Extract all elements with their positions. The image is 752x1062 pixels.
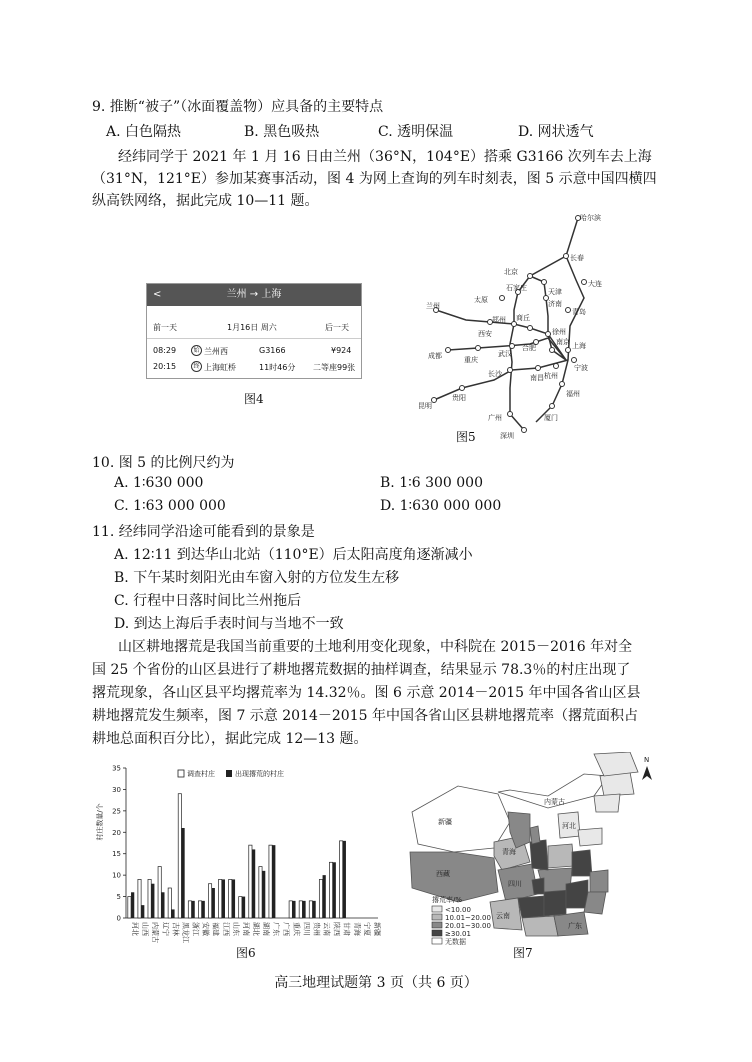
x-tick-label: 陕西 — [332, 922, 341, 936]
north-arrow-icon — [642, 766, 652, 780]
depart-time: 08:29 — [153, 346, 177, 355]
passage2-line4: 耕地撂荒发生频率，图 7 示意 2014－2015 年中国各省山区县耕地撂荒率（撂荒面积占 — [92, 708, 638, 724]
y-tick-label: 10 — [112, 871, 121, 880]
bar-abandoned — [171, 909, 174, 918]
q11-option-c: C. 行程中日落时间比兰州拖后 — [114, 593, 302, 609]
bar-surveyed — [168, 888, 171, 918]
date-label: 1月16日 周六 — [227, 323, 277, 332]
y-tick-label: 30 — [112, 785, 121, 794]
province-liaoning — [594, 794, 620, 812]
city-label: 太原 — [474, 296, 488, 304]
city-label: 南昌 — [530, 374, 544, 382]
q9-option-a: A. 白色隔热 — [106, 124, 182, 140]
seat-availability: 二等座99张 — [313, 363, 356, 372]
bar-surveyed — [158, 867, 161, 918]
legend-swatch — [432, 938, 442, 944]
end-station-icon: 终 — [191, 361, 202, 372]
province-guizhou — [518, 896, 544, 918]
city-label: 商丘 — [516, 314, 530, 322]
ticket-header — [147, 284, 361, 306]
legend-title: 撂荒率/% — [432, 896, 463, 904]
depart-station: 兰州西 — [204, 347, 228, 356]
x-tick-label: 四川 — [302, 922, 311, 936]
x-tick-label: 宁夏 — [362, 922, 371, 936]
bar-abandoned — [192, 901, 195, 918]
x-tick-label: 浙江 — [191, 922, 200, 936]
bar-abandoned — [161, 892, 164, 918]
bar-abandoned — [141, 905, 144, 918]
city-label: 长沙 — [488, 370, 502, 378]
q10-option-d: D. 1∶630 000 000 — [380, 498, 502, 514]
passage2-line2: 国 25 个省份的山区县进行了耕地撂荒数据的抽样调查，结果显示 78.3％的村庄出现了 — [92, 662, 631, 678]
passage1-line2: （31°N，121°E）参加某赛事活动，图 4 为网上查询的列车时刻表，图 5 示意中国四横四 — [92, 171, 657, 187]
legend-label-surveyed: 调查村庄 — [187, 770, 215, 778]
route-title: 兰州 → 上海 — [226, 289, 282, 300]
bar-abandoned — [232, 879, 235, 918]
city-label: 北京 — [504, 268, 518, 276]
bar-abandoned — [272, 845, 275, 918]
x-tick-label: 新疆 — [372, 922, 381, 936]
province-hunan — [544, 890, 566, 916]
legend-swatch-abandoned — [226, 770, 232, 777]
bar-abandoned — [131, 892, 134, 918]
x-tick-label: 湖南 — [262, 922, 271, 936]
prev-day-button[interactable]: 前一天 — [153, 323, 177, 332]
bar-surveyed — [198, 901, 201, 918]
bar-abandoned — [312, 901, 315, 918]
bar-abandoned — [242, 897, 245, 918]
bar-surveyed — [188, 901, 191, 918]
x-tick-label: 江西 — [221, 922, 230, 936]
price: ¥924 — [331, 346, 352, 355]
q11-option-d: D. 到达上海后手表时间与当地不一致 — [114, 616, 344, 632]
bar-surveyed — [249, 845, 252, 918]
province-anhui — [572, 850, 592, 876]
province-label: 青海 — [502, 848, 516, 856]
legend-swatch — [432, 922, 442, 928]
q11-option-b: B. 下午某时刻阳光由车窗入射的方位发生左移 — [114, 570, 400, 586]
q10-option-a: A. 1∶630 000 — [114, 475, 204, 491]
x-tick-label: 黑龙江 — [181, 922, 190, 943]
province-label: 新疆 — [438, 818, 452, 826]
bar-surveyed — [219, 879, 222, 918]
chart-legend — [178, 769, 284, 778]
bar-surveyed — [339, 841, 342, 918]
bar-surveyed — [329, 862, 332, 918]
legend-item: 20.01~30.00 — [445, 922, 491, 930]
province-henan — [548, 844, 574, 868]
x-tick-label: 云南 — [322, 922, 331, 936]
province-label: 西藏 — [436, 870, 450, 878]
city-label: 重庆 — [464, 356, 478, 364]
city-label: 合肥 — [522, 344, 536, 352]
x-tick-label: 安徽 — [201, 922, 210, 936]
legend-swatch-surveyed — [178, 770, 184, 777]
city-label: 大连 — [588, 280, 602, 288]
legend-item: <10.00 — [445, 906, 471, 914]
arrive-station: 上海虹桥 — [204, 363, 236, 372]
x-tick-label: 吉林 — [171, 922, 180, 936]
passage1-line1: 经纬同学于 2021 年 1 月 16 日由兰州（36°N，104°E）搭乘 G3166 次列车去上海 — [118, 149, 652, 165]
bar-abandoned — [302, 901, 305, 918]
city-label: 成都 — [428, 352, 442, 360]
legend-item: 10.01~20.00 — [445, 914, 491, 922]
bar-abandoned — [222, 879, 225, 918]
bar-surveyed — [259, 867, 262, 918]
abandonment-frequency-chart — [92, 752, 392, 957]
province-label: 云南 — [496, 912, 510, 920]
bar-surveyed — [299, 901, 302, 918]
bar-surveyed — [239, 897, 242, 918]
province-zhejiang — [590, 870, 608, 892]
bar-surveyed — [208, 884, 211, 918]
bar-surveyed — [128, 897, 131, 918]
north-arrow — [642, 756, 652, 780]
back-icon[interactable]: < — [153, 289, 162, 300]
bar-surveyed — [309, 901, 312, 918]
bar-surveyed — [229, 879, 232, 918]
city-label: 武汉 — [498, 350, 512, 358]
x-tick-label: 湖北 — [252, 922, 260, 936]
province-xizang — [410, 852, 498, 902]
city-label: 西安 — [478, 330, 492, 338]
province-ningxia — [530, 826, 540, 844]
x-tick-label: 重庆 — [292, 922, 301, 936]
y-tick-label: 0 — [116, 914, 121, 923]
y-tick-label: 15 — [112, 850, 121, 859]
city-label: 石家庄 — [506, 284, 527, 292]
city-label: 贵阳 — [452, 394, 466, 402]
train-ticket-panel — [146, 283, 362, 379]
province-guangxi — [522, 916, 558, 936]
chart-bars — [128, 794, 382, 943]
bar-abandoned — [323, 875, 326, 918]
bar-abandoned — [333, 862, 336, 918]
bar-abandoned — [212, 888, 215, 918]
province-shaanxi — [530, 840, 548, 870]
x-tick-label: 内蒙古 — [151, 922, 160, 943]
province-label: 四川 — [508, 880, 522, 888]
rail-network-map — [418, 210, 618, 442]
x-tick-label: 福建 — [211, 922, 220, 936]
city-label: 郑州 — [492, 316, 506, 324]
page-footer: 高三地理试题第 3 页（共 6 页） — [274, 975, 478, 991]
arrive-time: 20:15 — [153, 362, 177, 371]
bar-abandoned — [151, 884, 154, 918]
china-abandonment-map — [398, 752, 660, 952]
bar-abandoned — [181, 828, 184, 918]
y-tick-label: 5 — [116, 893, 121, 902]
divider — [147, 338, 361, 339]
q9-option-c: C. 透明保温 — [378, 124, 454, 140]
bar-surveyed — [178, 794, 181, 918]
x-tick-label: 山西 — [141, 922, 150, 936]
fig7-label: 图7 — [513, 946, 533, 960]
legend-swatch — [432, 930, 442, 936]
y-tick-label: 20 — [112, 828, 121, 837]
bar-abandoned — [262, 871, 265, 918]
bar-surveyed — [319, 879, 322, 918]
legend-item: ≥30.01 — [445, 930, 471, 938]
bar-surveyed — [138, 879, 141, 918]
legend-swatch — [432, 906, 442, 912]
passage1-line3: 纵高铁网络，据此完成 10—11 题。 — [92, 193, 319, 209]
city-label: 广州 — [488, 414, 502, 422]
legend-item: 无数据 — [445, 938, 466, 946]
passage2-line3: 撂荒现象，各山区县平均撂荒率为 14.32％。图 6 示意 2014－2015 年中国各省山区县 — [92, 685, 641, 701]
city-label: 宁波 — [574, 364, 588, 372]
city-label: 哈尔滨 — [580, 214, 601, 222]
province-label: 内蒙古 — [544, 798, 565, 806]
train-number: G3166 — [259, 346, 286, 355]
bar-surveyed — [289, 901, 292, 918]
start-station-icon: 始 — [191, 345, 202, 356]
q9-option-d: D. 网状透气 — [518, 124, 594, 140]
duration: 11时46分 — [259, 363, 296, 372]
city-label: 福州 — [566, 390, 580, 398]
bar-abandoned — [292, 901, 295, 918]
city-label: 厦门 — [544, 414, 558, 422]
bar-abandoned — [252, 849, 255, 918]
x-tick-label: 河南 — [241, 922, 250, 936]
city-label: 青岛 — [572, 308, 586, 316]
x-tick-label: 甘肃 — [342, 922, 351, 936]
map-legend — [432, 895, 491, 946]
x-tick-label: 贵州 — [312, 922, 321, 936]
north-label: N — [644, 756, 650, 764]
province-jiangxi — [566, 880, 588, 908]
x-tick-label: 广东 — [272, 922, 281, 936]
city-label: 兰州 — [426, 302, 440, 310]
q11-option-a: A. 12∶11 到达华山北站（110°E）后太阳高度角逐渐减小 — [114, 547, 473, 563]
passage2-line1: 山区耕地撂荒是我国当前重要的土地利用变化现象，中科院在 2015－2016 年对全 — [118, 639, 633, 655]
passage2-line5: 耕地总面积百分比），据此完成 12—13 题。 — [92, 731, 368, 747]
city-label: 上海 — [572, 342, 586, 350]
province-label: 河北 — [562, 822, 576, 830]
y-tick-label: 35 — [112, 764, 121, 773]
city-label: 徐州 — [552, 328, 566, 336]
q9-stem: 9. 推断“被子”（冰面覆盖物）应具备的主要特点 — [92, 99, 384, 115]
q10-option-c: C. 1∶63 000 000 — [114, 498, 226, 514]
city-label: 南京 — [556, 338, 570, 346]
fig6-label: 图6 — [236, 946, 256, 960]
x-tick-label: 河北 — [131, 922, 140, 936]
city-label: 昆明 — [418, 402, 432, 410]
province-label: 广东 — [568, 922, 582, 930]
x-tick-label: 广西 — [282, 922, 291, 936]
city-label: 长春 — [570, 254, 584, 262]
bar-surveyed — [148, 879, 151, 918]
next-day-button[interactable]: 后一天 — [325, 323, 349, 332]
q9-option-b: B. 黑色吸热 — [244, 124, 320, 140]
province-chongqing — [532, 878, 544, 894]
province-fujian — [584, 892, 606, 914]
city-label: 天津 — [548, 288, 562, 296]
province-heilongjiang — [594, 752, 638, 776]
fig4-label: 图4 — [244, 392, 264, 406]
city-label: 深圳 — [500, 432, 514, 440]
city-label: 杭州 — [544, 372, 558, 380]
province-shandong — [578, 828, 602, 846]
bar-abandoned — [343, 841, 346, 918]
q10-stem: 10. 图 5 的比例尺约为 — [92, 455, 235, 471]
x-tick-label: 青海 — [352, 922, 361, 936]
legend-label-abandoned: 出现撂荒的村庄 — [235, 770, 284, 778]
legend-swatch — [432, 914, 442, 920]
bar-surveyed — [269, 845, 272, 918]
y-tick-label: 25 — [112, 807, 121, 816]
fig5-label: 图5 — [456, 430, 476, 444]
city-label: 济南 — [548, 300, 562, 308]
x-tick-label: 山东 — [231, 922, 240, 936]
q10-option-b: B. 1∶6 300 000 — [380, 475, 483, 491]
bar-abandoned — [202, 901, 205, 918]
x-tick-label: 辽宁 — [161, 922, 170, 936]
guangzhou-shenzhen-line — [510, 414, 524, 430]
chart-ylabel: 村庄数量/个 — [96, 803, 104, 841]
q11-stem: 11. 经纬同学沿途可能看到的景象是 — [92, 524, 315, 540]
